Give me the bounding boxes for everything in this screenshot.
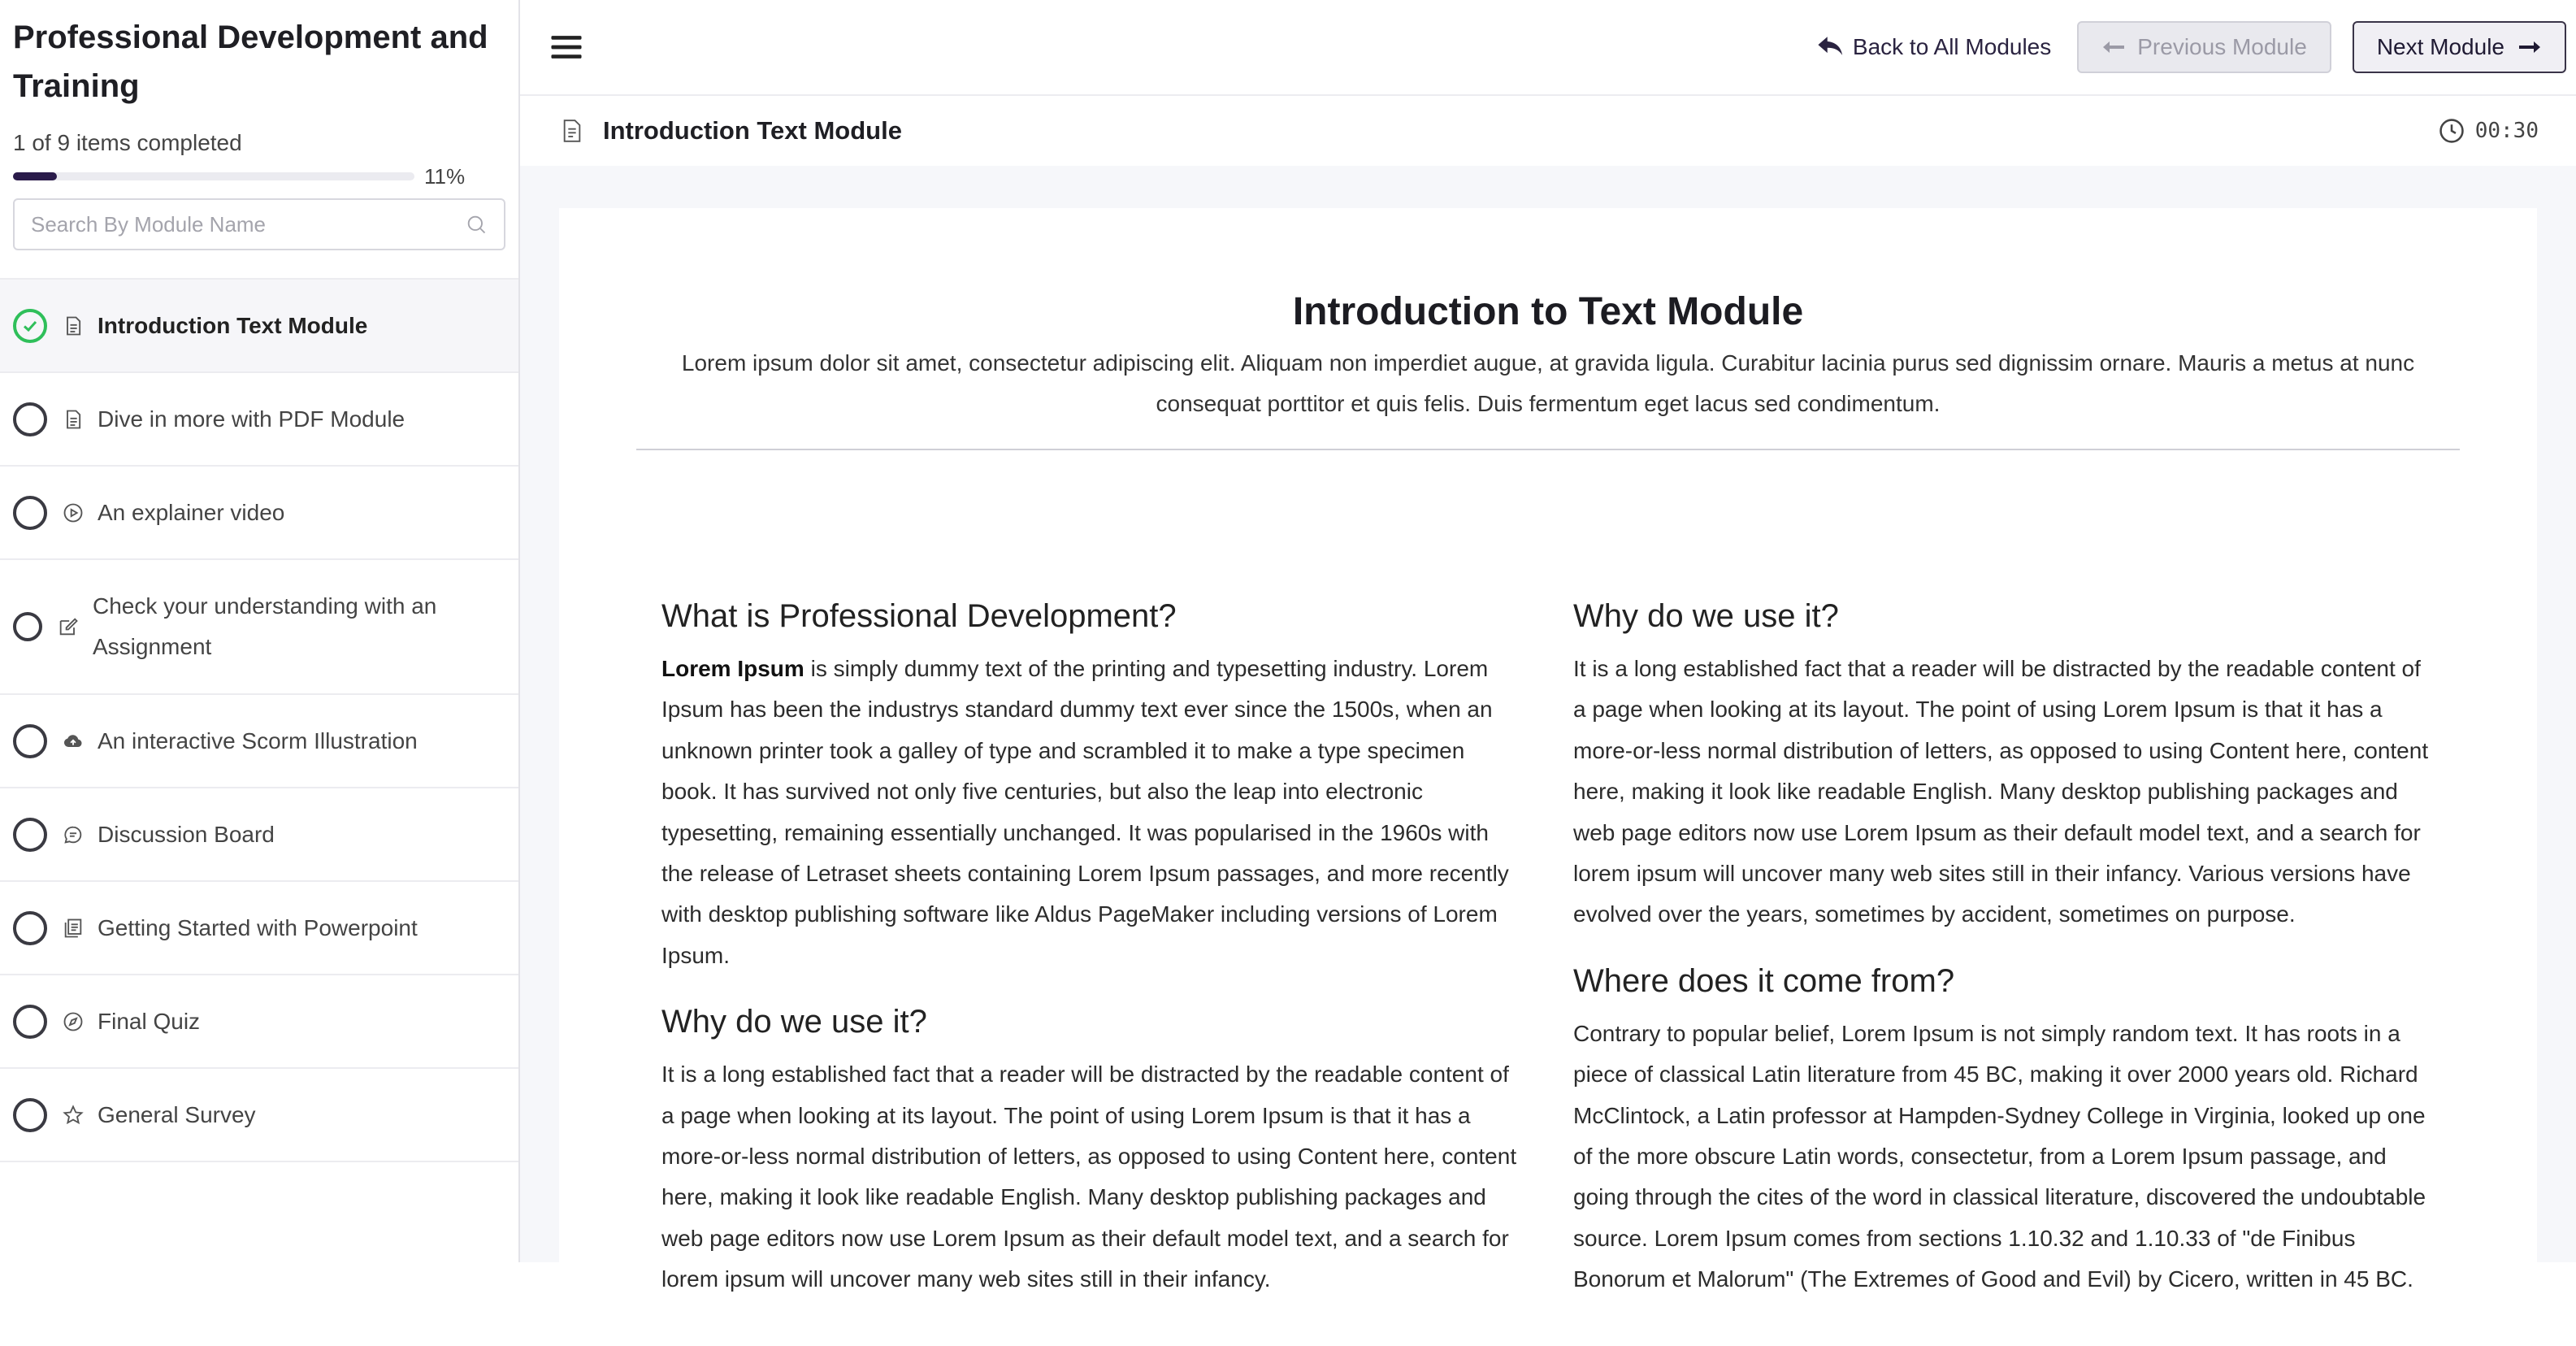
module-label: Getting Started with Powerpoint <box>98 914 418 940</box>
progress-bar-fill <box>13 172 57 180</box>
content-columns <box>559 450 2537 1325</box>
incomplete-circle-icon <box>13 496 47 530</box>
slides-icon <box>62 917 85 940</box>
content-title: Introduction to Text Module <box>1292 290 1804 333</box>
progress-row <box>0 163 518 189</box>
module-label: Check your understanding with an Assignment <box>93 593 437 659</box>
progress-text: 1 of 9 items completed <box>13 130 242 155</box>
module-item-powerpoint[interactable] <box>0 882 518 975</box>
incomplete-circle-icon <box>13 612 42 641</box>
arrow-left-icon <box>2101 39 2126 55</box>
next-module-label: Next Module <box>2376 34 2504 59</box>
module-label: An explainer video <box>98 499 285 525</box>
paragraph-text: is simply dummy text of the printing and typesetting industry. Lorem Ipsum has been the industrys standard dummy text ever since the 1500s, when an unknown printer took a galley of type and scrambled it to make a type specimen book. It has survived not only five centuries, but also the leap into electronic typesetting, remaining essentially unchanged. It was popularised in the 1960s with the release of Letraset sheets containing Lorem Ipsum passages, and more recently with desktop publishing software like Aldus PageMaker including versions of Lorem Ipsum. <box>661 656 1509 968</box>
right-column <box>1573 595 2435 1325</box>
content-card <box>559 208 2537 1346</box>
completed-check-icon <box>13 309 47 343</box>
section-heading: Where does it come from? <box>1573 962 1955 999</box>
top-bar <box>520 0 2576 96</box>
next-module-button[interactable] <box>2353 21 2566 73</box>
hamburger-menu-icon[interactable] <box>551 33 582 61</box>
module-label: Discussion Board <box>98 821 275 847</box>
incomplete-circle-icon <box>13 724 47 758</box>
search-input[interactable] <box>31 212 465 237</box>
module-label: General Survey <box>98 1101 256 1127</box>
incomplete-circle-icon <box>13 911 47 945</box>
module-item-pdf[interactable] <box>0 373 518 467</box>
bold-term: Lorem Ipsum <box>661 656 804 681</box>
module-title: Introduction Text Module <box>603 116 902 145</box>
module-list <box>0 278 518 1162</box>
module-item-final-quiz[interactable] <box>0 975 518 1069</box>
left-column <box>661 595 1523 1325</box>
play-icon <box>62 501 85 524</box>
timer-value: 00:30 <box>2474 119 2539 143</box>
compass-icon <box>62 1010 85 1033</box>
search-box <box>13 198 505 250</box>
module-item-scorm[interactable] <box>0 695 518 788</box>
module-label: Dive in more with PDF Module <box>98 406 405 432</box>
star-icon <box>62 1104 85 1127</box>
module-item-survey[interactable] <box>0 1069 518 1162</box>
module-item-discussion[interactable] <box>0 788 518 882</box>
module-label: Final Quiz <box>98 1008 201 1034</box>
content-intro: Lorem ipsum dolor sit amet, consectetur adipiscing elit. Aliquam non imperdiet augue, at gravida ligula. Curabitur lacinia purus sed dignissim ornare. Mauris a metus at nunc consequat porttitor et quis felis. Duis fermentum eget lacus sed condimentum. <box>681 350 2415 416</box>
main-content <box>520 0 2576 1292</box>
previous-module-button[interactable] <box>2077 21 2331 73</box>
module-item-video[interactable] <box>0 467 518 560</box>
arrow-right-icon <box>2517 39 2542 55</box>
back-to-modules-label: Back to All Modules <box>1852 34 2052 59</box>
reply-arrow-icon <box>1817 35 1845 59</box>
content-hero <box>559 208 2537 424</box>
incomplete-circle-icon <box>13 818 47 852</box>
section-paragraph: It is a long established fact that a reader will be distracted by the readable content of a page when looking at its layout. The point of using Lorem Ipsum is that it has a more-or-less normal distribution of letters, as opposed to using Content here, content here, making it look like readable English. Many desktop publishing packages and web page editors now use Lorem Ipsum as their default model text, and a search for lorem ipsum will uncover many web sites still in their infancy. Various versions have evolved over the years, sometimes by accident, sometimes on purpose. <box>1573 656 2429 927</box>
section-paragraph: Contrary to popular belief, Lorem Ipsum is not simply random text. It has roots in a piece of classical Latin literature from 45 BC, making it over 2000 years old. Richard McClintock, a Latin professor at Hampden-Sydney College in Virginia, looked up one of the more obscure Latin words, consectetur, from a Lorem Ipsum passage, and going through the cites of the word in classical literature, discovered the undoubtable source. Lorem Ipsum comes from sections 1.10.32 and 1.10.33 of "de Finibus Bonorum et Malorum" (The Extremes of Good and Evil) by Cicero, written in 45 BC. <box>1573 1020 2426 1292</box>
document-icon <box>561 118 583 144</box>
document-icon <box>62 408 85 431</box>
incomplete-circle-icon <box>13 1005 47 1039</box>
section-heading: What is Professional Development? <box>661 598 1177 634</box>
incomplete-circle-icon <box>13 1098 47 1132</box>
section-heading: Why do we use it? <box>1573 598 1839 634</box>
progress-percent: 11% <box>424 163 466 189</box>
back-to-modules-link[interactable] <box>1817 34 2051 60</box>
section-paragraph <box>661 649 1523 976</box>
cloud-upload-icon <box>62 730 85 753</box>
edit-icon <box>57 615 80 638</box>
previous-module-label: Previous Module <box>2137 34 2307 59</box>
module-item-assignment[interactable] <box>0 560 518 695</box>
module-item-introduction-text[interactable] <box>0 280 518 373</box>
incomplete-circle-icon <box>13 402 47 436</box>
section-paragraph: It is a long established fact that a reader will be distracted by the readable content of a page when looking at its layout. The point of using Lorem Ipsum is that it has a more-or-less normal distribution of letters, as opposed to using Content here, content here, making it look like readable English. Many desktop publishing packages and web page editors now use Lorem Ipsum as their default model text, and a search for lorem ipsum will uncover many web sites still in their infancy. <box>661 1062 1517 1292</box>
progress-bar <box>13 172 414 180</box>
chat-icon <box>62 823 85 846</box>
module-header <box>520 96 2576 166</box>
clock-icon <box>2438 117 2465 145</box>
course-title: Professional Development and Training <box>13 20 488 104</box>
document-icon <box>62 315 85 337</box>
sidebar <box>0 0 520 1262</box>
module-label: Introduction Text Module <box>98 312 368 338</box>
section-heading: Why do we use it? <box>661 1004 927 1040</box>
search-icon[interactable] <box>465 213 488 236</box>
module-label: An interactive Scorm Illustration <box>98 727 418 753</box>
timer <box>2438 117 2539 145</box>
